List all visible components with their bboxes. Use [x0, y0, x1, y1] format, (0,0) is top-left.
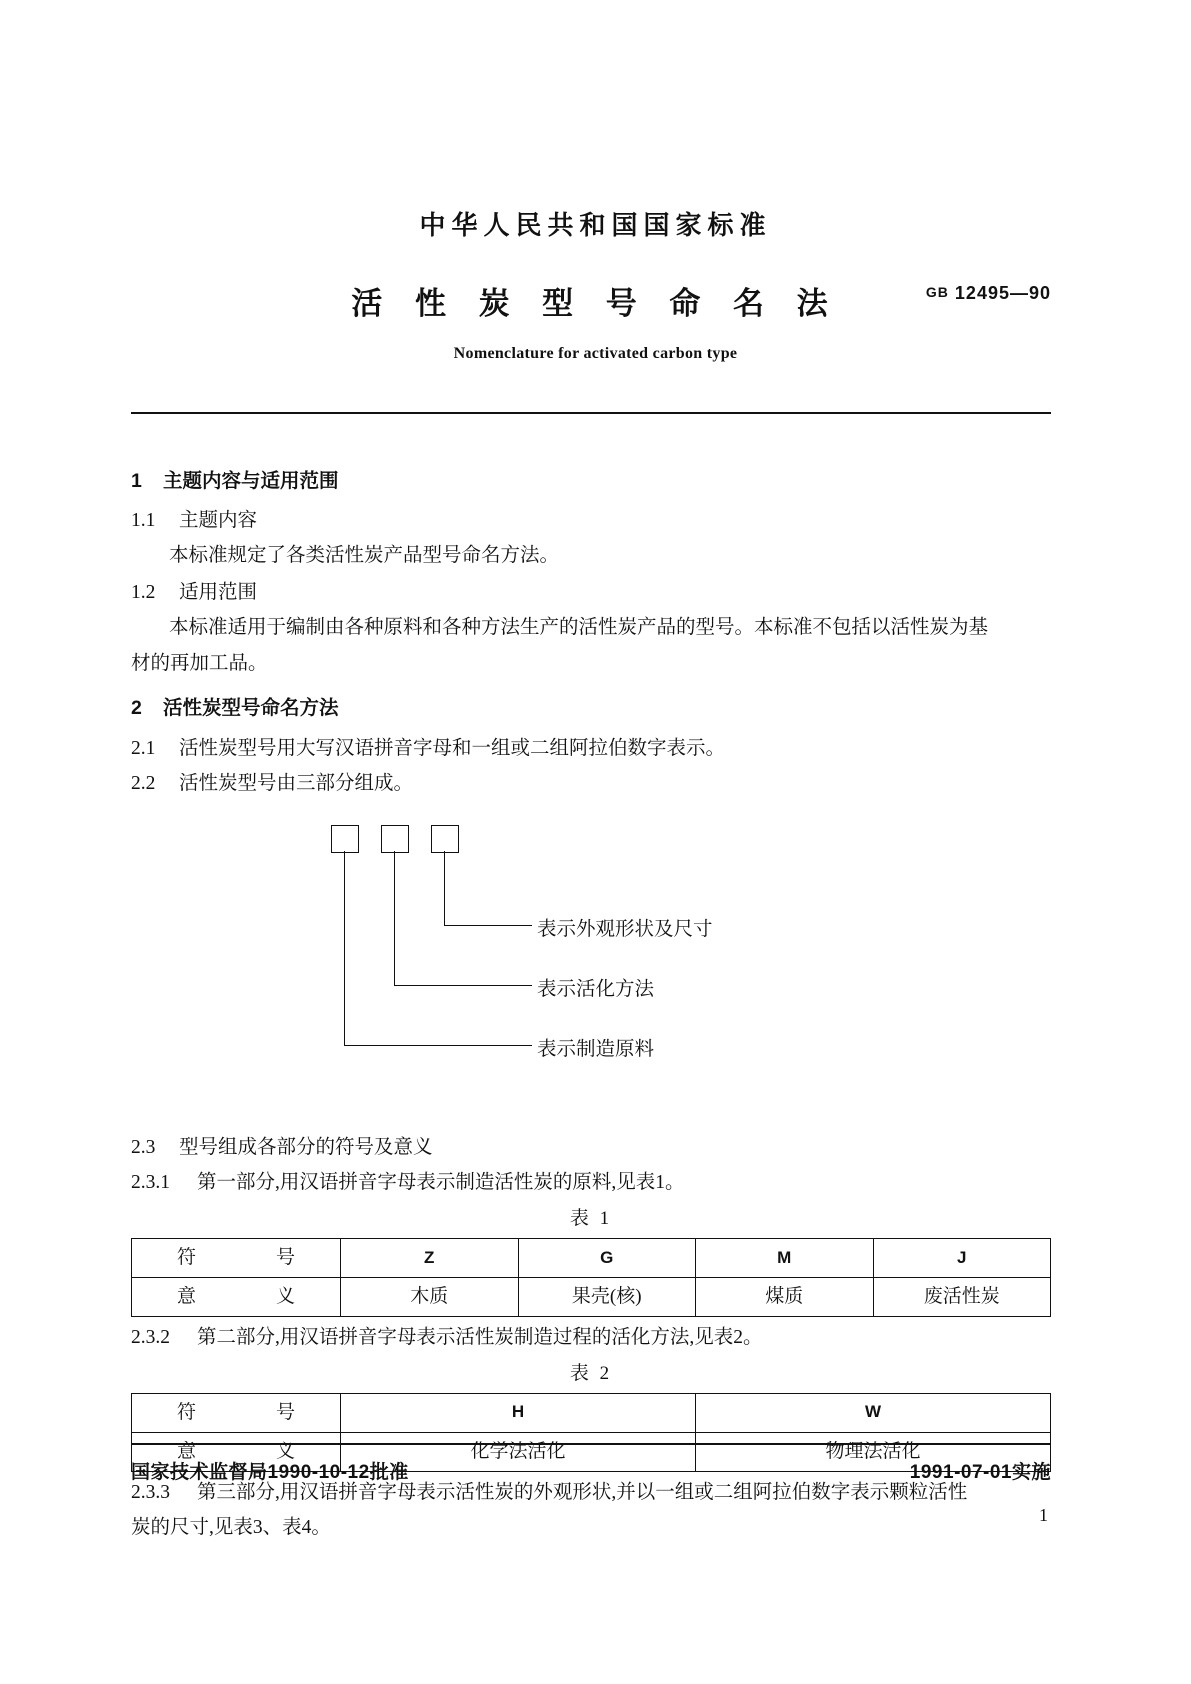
footer-approval: 国家技术监督局1990-10-12批准	[131, 1462, 409, 1483]
section-2-1-number: 2.1	[131, 737, 156, 759]
diagram-label-shape: 表示外观形状及尺寸	[537, 919, 713, 940]
diagram-label-method: 表示活化方法	[537, 979, 655, 1000]
page-title: 活 性 炭 型 号 命 名 法	[351, 286, 840, 321]
section-2-3-2	[131, 1323, 1051, 1353]
section-2-3-number: 2.3	[131, 1137, 156, 1158]
leader-line-material-vertical	[344, 851, 345, 1045]
table-row	[132, 1393, 1051, 1432]
section-1-title: 主题内容与适用范围	[163, 470, 339, 492]
table-1-meaning-2: 煤质	[696, 1277, 874, 1316]
table-2-row-header-symbol: 符 号	[132, 1393, 341, 1432]
section-2-3-body: 型号组成各部分的符号及意义	[179, 1137, 433, 1158]
footer-effective-date: 1991-07-01实施	[909, 1462, 1051, 1483]
section-2-3-3-number: 2.3.3	[131, 1481, 170, 1503]
section-2-3-1-body: 第一部分,用汉语拼音字母表示制造活性炭的原料,见表1。	[197, 1172, 685, 1194]
header-divider	[131, 412, 1051, 414]
table-1-symbol-0: Z	[341, 1238, 519, 1277]
leader-line-shape-vertical	[444, 851, 445, 925]
table-1-meaning-0: 木质	[341, 1277, 519, 1316]
section-2-title: 活性炭型号命名方法	[163, 697, 339, 720]
leader-line-method-horizontal	[394, 985, 532, 986]
standard-number-value: 12495—90	[954, 283, 1051, 303]
section-1-2-number: 1.2	[131, 581, 156, 603]
section-1-1-heading	[131, 506, 1051, 536]
leader-line-shape-horizontal	[444, 925, 532, 926]
section-2-1	[131, 734, 1051, 764]
section-1-number: 1	[131, 470, 142, 492]
leader-line-method-vertical	[394, 851, 395, 985]
section-2-heading	[131, 693, 1051, 723]
section-1-2-body: 本标准适用于编制由各种原料和各种方法生产的活性炭产品的型号。本标准不包括以活性炭为基	[169, 616, 989, 638]
section-2-2-number: 2.2	[131, 772, 156, 794]
section-2-number: 2	[131, 697, 142, 720]
table-1-symbol-1: G	[518, 1238, 696, 1277]
national-standard-heading: 中华人民共和国国家标准	[419, 210, 772, 240]
table-1-meaning-3: 废活性炭	[873, 1277, 1051, 1316]
english-title: Nomenclature for activated carbon type	[453, 345, 738, 362]
table-2-meaning-1: 物理法活化	[696, 1432, 1051, 1471]
page-number: 1	[1039, 1505, 1048, 1525]
table-2-caption: 表 2	[569, 1363, 613, 1385]
standard-mark: GB	[925, 284, 949, 300]
section-2-3-1	[131, 1168, 1051, 1198]
section-2-3-3-body: 第三部分,用汉语拼音字母表示活性炭的外观形状,并以一组或二组阿拉伯数字表示颗粒活性	[197, 1481, 968, 1503]
section-2-3-2-body: 第二部分,用汉语拼音字母表示活性炭制造过程的活化方法,见表2。	[197, 1326, 763, 1348]
standard-number	[926, 283, 1051, 304]
section-2-3-3-body-cont: 炭的尺寸,见表3、表4。	[131, 1516, 331, 1538]
table-1-row-header-meaning: 意 义	[132, 1277, 341, 1316]
leader-line-material-horizontal	[344, 1045, 532, 1046]
section-1-2-heading	[131, 578, 1051, 608]
table-1-meaning-1: 果壳(核)	[518, 1277, 696, 1316]
section-2-2	[131, 769, 1051, 799]
section-2-2-body: 活性炭型号由三部分组成。	[179, 772, 414, 794]
document-body-lower	[131, 1128, 1051, 1549]
section-1-2-title: 适用范围	[179, 581, 258, 603]
table-row	[132, 1238, 1051, 1277]
document-body	[131, 452, 1051, 804]
table-1-symbol-3: J	[873, 1238, 1051, 1277]
code-box-material	[331, 825, 359, 853]
table-1-symbol-2: M	[696, 1238, 874, 1277]
table-1-caption: 表 1	[569, 1208, 613, 1230]
section-1-1-title: 主题内容	[179, 510, 258, 532]
table-2-symbol-0: H	[341, 1393, 696, 1432]
table-2-symbol-1: W	[696, 1393, 1051, 1432]
table-2-row-header-meaning: 意 义	[132, 1432, 341, 1471]
section-1-1-body: 本标准规定了各类活性炭产品型号命名方法。	[169, 545, 560, 567]
table-1-row-header-symbol: 符 号	[132, 1238, 341, 1277]
section-1-1-number: 1.1	[131, 510, 156, 532]
code-box-shape	[431, 825, 459, 853]
section-2-3	[131, 1133, 1051, 1163]
section-2-1-body: 活性炭型号用大写汉语拼音字母和一组或二组阿拉伯数字表示。	[179, 737, 726, 759]
section-1-heading	[131, 466, 1051, 496]
section-2-3-1-number: 2.3.1	[131, 1172, 170, 1194]
table-2-meaning-0: 化学法活化	[341, 1432, 696, 1471]
diagram-label-material: 表示制造原料	[537, 1039, 655, 1060]
table-row	[132, 1277, 1051, 1316]
code-box-method	[381, 825, 409, 853]
type-code-diagram	[131, 825, 1051, 1110]
table-1	[131, 1238, 1051, 1317]
section-1-2-body-cont: 材的再加工品。	[131, 653, 268, 675]
section-2-3-2-number: 2.3.2	[131, 1326, 170, 1348]
footer-divider	[131, 1443, 1051, 1445]
